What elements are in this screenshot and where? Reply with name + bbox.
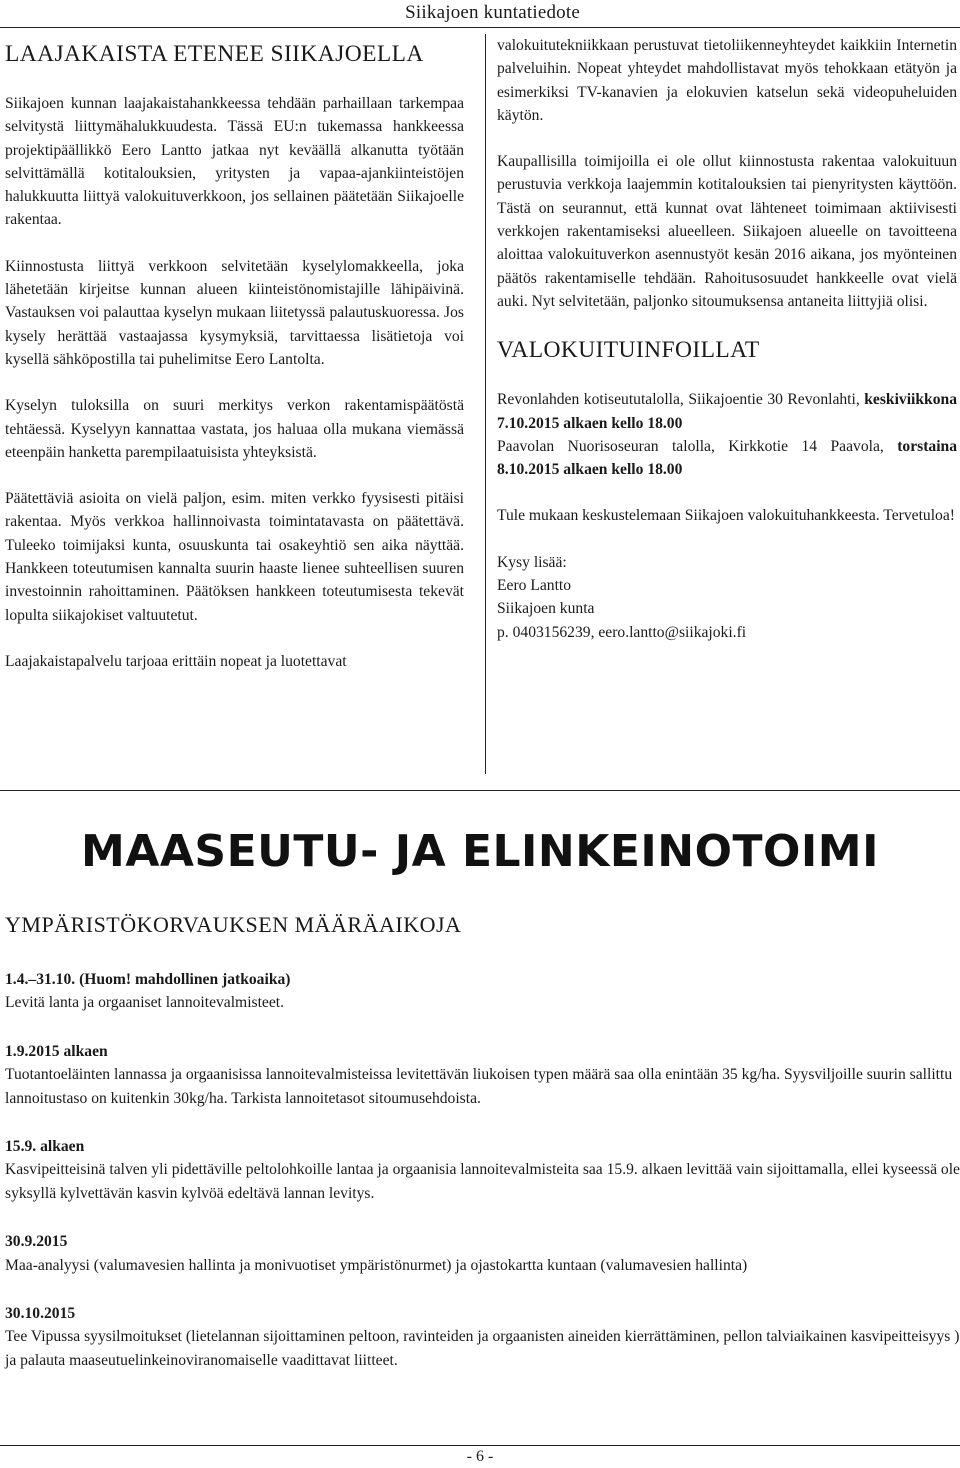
column-divider — [485, 34, 486, 774]
contact-phone-email: p. 0403156239, eero.lantto@siikajoki.fi — [497, 623, 747, 641]
contact-info — [497, 551, 957, 644]
article-paragraph: valokuitutekniikkaan perustuvat tietoliikenneyhteydet kaikkiin Internetin palveluihin. Nopeat yhteydet mahdollistavat myös tehokkaan etätyön ja esimerkiksi TV-kanavien ja elokuvien katselun sekä videopuheluiden käytön. — [497, 37, 957, 124]
article-heading: LAAJAKAISTA ETENEE SIIKAJOELLA — [5, 41, 424, 67]
event-paavola — [497, 435, 957, 482]
deadline-text: Kasvipeitteisinä talven yli pidettäville peltolohkoille lantaa ja orgaanisia lannoitevalmisteita saa 15.9. alkaen levittää vain sijoittamalla, ellei kyseessä ole syksyllä kylvettävän kasvin kylvöä edeltävä lannan levitys. — [5, 1161, 960, 1202]
section-title: MAASEUTU- JA ELINKEINOTOIMI — [81, 826, 879, 877]
article-paragraph: Kyselyn tuloksilla on suuri merkitys verkon rakentamispäätöstä tehtäessä. Kyselyyn kannattaa vastata, jos haluaa olla mukana viemässä eteenpäin hanketta parempilaatuisista yhteyksistä. — [5, 397, 464, 461]
contact-org: Siikajoen kunta — [497, 600, 595, 618]
deadline-entry — [5, 1302, 960, 1372]
event-location: Paavolan Nuorisoseuran talolla, Kirkkotie 14 Paavola, — [497, 437, 898, 455]
deadline-text: Maa-analyysi (valumavesien hallinta ja monivuotiset ympäristönurmet) ja ojastokartta kuntaan (valumavesien hallinta) — [5, 1256, 748, 1274]
event-location: Revonlahden kotiseututalolla, Siikajoentie 30 Revonlahti, — [497, 391, 865, 409]
deadline-entry — [5, 1135, 960, 1205]
deadline-text: Levitä lanta ja orgaaniset lannoitevalmisteet. — [5, 994, 284, 1012]
article-paragraph: Päätettäviä asioita on vielä paljon, esim. miten verkko fyysisesti pitäisi rakentaa. Myös verkkoa hallinnoivasta toimintatavasta on päätettävä. Tuleeko toimijaksi kunta, osuuskunta tai osakeyhtiö sen aika näyttää. Hankkeen toteutumisen kannalta suurin haaste lienee suhteellisen suuren investoinnin rahoittaminen. Päätöksen hankkeen toteutumisesta tekevät lopulta siikajokiset valtuutetut. — [5, 490, 464, 624]
article-paragraph: Laajakaistapalvelu tarjoaa erittäin nopeat ja luotettavat — [5, 652, 347, 670]
section-subtitle: YMPÄRISTÖKORVAUKSEN MÄÄRÄAIKOJA — [5, 912, 462, 937]
deadline-entry — [5, 1040, 960, 1110]
deadline-date: 1.9.2015 alkaen — [5, 1042, 108, 1060]
article-paragraph: Kaupallisilla toimijoilla ei ole ollut kiinnostusta rakentaa valokuituun perustuvia verkkoja laajemmin kotitalouksien tai pienyritysten käyttöön. Tästä on seurannut, että kunnat ovat lähteneet toimimaan aktiivisesti verkkojen rakentamiseksi alueelleen. Siikajoen alueelle on tavoitteena aloittaa valokuituverkon asennustyöt kesän 2016 aikana, jos myönteinen päätös rakentamiselle tehdään. Rahoitusosuudet hankkeelle ovat vielä auki. Nyt selvitetään, paljonko sitoumuksensa antaneita liittyjiä olisi. — [497, 153, 957, 310]
deadline-date: 30.10.2015 — [5, 1305, 76, 1323]
newsletter-title: Siikajoen kuntatiedote — [405, 2, 580, 23]
article-paragraph: Siikajoen kunnan laajakaistahankkeessa tehdään parhaillaan tarkempaa selvitystä liittymähalukkuudesta. Tässä EU:n tukemassa hankkeessa projektipäällikkö Eero Lantto jatkaa nyt keväällä alkanutta työtään selvittämällä kotitalouksien, yritysten ja vapaa-ajankiinteistöjen halukkuutta liittyä valokuituverkkoon, jos sellainen päätetään Siikajoelle rakentaa. — [5, 95, 464, 229]
deadline-text: Tee Vipussa syysilmoitukset (lietelannan sijoittaminen peltoon, ravinteiden ja orgaanisten aineiden kierrättäminen, pellon talviaikainen kasvipeitteisyys ) ja palauta maaseutuelinkeinoviranomaiselle vaadittavat liitteet. — [5, 1328, 960, 1369]
right-column — [497, 34, 957, 644]
deadline-entry — [5, 968, 960, 1015]
event-time: keskiviikkona 7.10.2015 alkaen kello 18.00 — [497, 391, 957, 432]
deadline-entry — [5, 1230, 960, 1277]
page-number: - 6 - — [466, 1448, 494, 1465]
invitation-text: Tule mukaan keskustelemaan Siikajoen valokuituhankkeesta. Tervetuloa! — [497, 507, 955, 525]
header-rule — [0, 27, 960, 28]
deadline-date: 1.4.–31.10. (Huom! mahdollinen jatkoaika) — [5, 971, 291, 988]
deadline-list — [5, 968, 960, 1397]
contact-name: Eero Lantto — [497, 577, 572, 595]
left-column — [5, 34, 464, 696]
event-revonlahti — [497, 388, 957, 435]
contact-label: Kysy lisää: — [497, 553, 567, 571]
footer-rule — [0, 1445, 960, 1446]
deadline-date: 15.9. alkaen — [5, 1138, 85, 1156]
deadline-date: 30.9.2015 — [5, 1233, 68, 1251]
article-paragraph: Kiinnostusta liittyä verkkoon selvitetään kyselylomakkeella, joka lähetetään kirjeitse kunnan alueen kiinteistönomistajille lähipäivinä. Vastauksen voi palauttaa kyselyn mukaan liitetyssä palautuskuoressa. Jos kysely herättää vastaajassa kysymyksiä, tarvittaessa lisätietoja voi kysellä sähköpostilla tai puhelimitse Eero Lantolta. — [5, 257, 464, 368]
info-events-heading: VALOKUITUINFOILLAT — [497, 337, 760, 364]
event-time: torstaina 8.10.2015 alkaen kello 18.00 — [497, 437, 957, 479]
deadline-text: Tuotantoeläinten lannassa ja orgaanisissa lannoitevalmisteissa levitettävän liukoisen typen määrä saa olla enintään 35 kg/ha. Syysviljoille suurin sallittu lannoitustaso on kuitenkin 30kg/ha. Tarkista lannoitetasot sitoumusehdoista. — [5, 1066, 953, 1107]
section-rule — [0, 790, 960, 791]
